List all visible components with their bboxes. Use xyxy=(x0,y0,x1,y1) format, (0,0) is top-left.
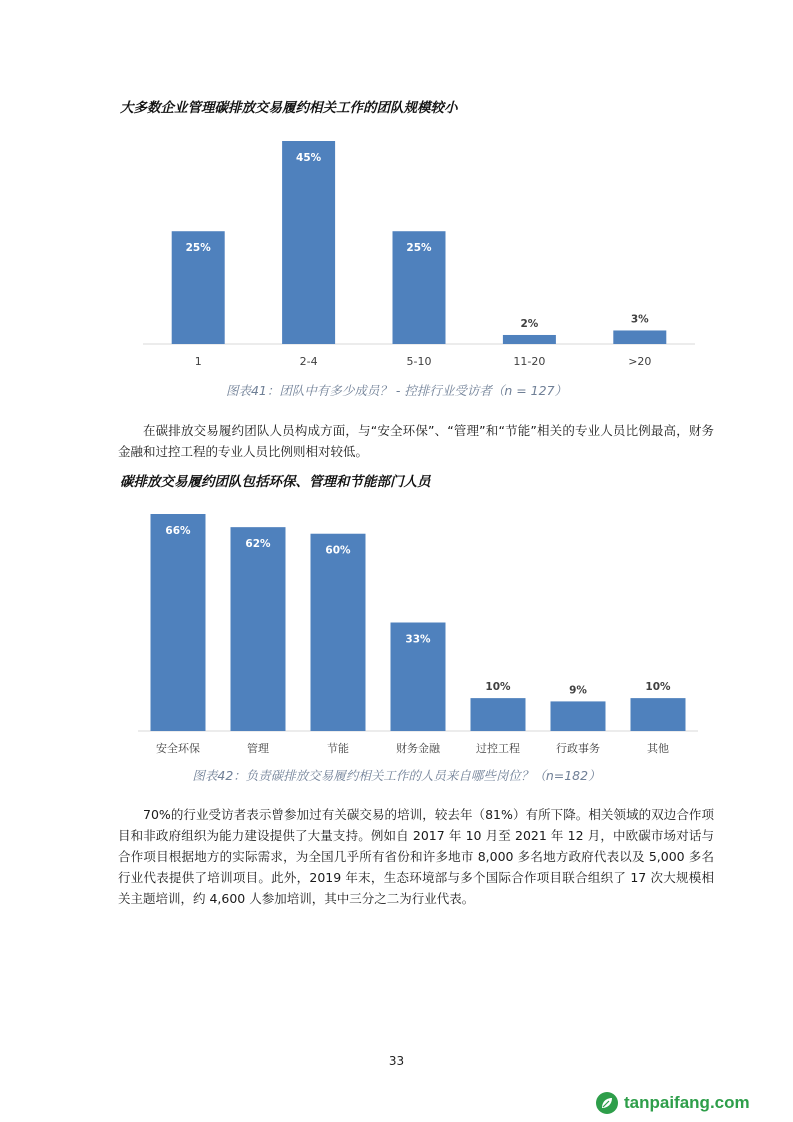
category-label: 管理 xyxy=(247,742,269,755)
leaf-logo-icon xyxy=(596,1092,618,1114)
category-label: 11-20 xyxy=(513,355,546,368)
category-label: 1 xyxy=(194,355,202,368)
category-label: 5-10 xyxy=(406,355,432,368)
paragraph-training: 70%的行业受访者表示曾参加过有关碳交易的培训，较去年（81%）有所下降。相关领域的双边合作项目和非政府组织为能力建设提供了大量支持。例如自 2017 年 10 月至 2021 年 12 月，中欧碳市场对话与合作项目根据地方的实际需求，为全国几乎所有省份和许多地市 8,000 多名地方政府代表以及 5,000 多名行业代表提供了培训项目。此外，2019 年末，生态环境部与多个国际合作项目联合组织了 17 次大规模相关主题培训，约 4,600 人参加培训，其中三分之二为行业代表。 xyxy=(118,807,714,906)
category-label: >20 xyxy=(628,355,652,368)
logo-text: tanpaifang.com xyxy=(624,1093,750,1112)
bar-6 xyxy=(551,701,606,731)
bar-7 xyxy=(631,698,686,731)
category-label: 财务金融 xyxy=(396,742,440,755)
category-label: 行政事务 xyxy=(556,742,600,755)
chart1-heading: 大多数企业管理碳排放交易履约相关工作的团队规模较小 xyxy=(120,100,458,116)
bar-5 xyxy=(471,698,526,731)
category-label: 节能 xyxy=(327,742,349,755)
bar-value-label: 3% xyxy=(630,313,649,326)
paragraph-team-composition: 在碳排放交易履约团队人员构成方面，与“安全环保”、“管理”和“节能”相关的专业人员比例最高，财务金融和过控工程的专业人员比例则相对较低。 xyxy=(118,423,714,459)
bar-value-label: 66% xyxy=(165,525,191,537)
bar-value-label: 62% xyxy=(245,538,271,551)
category-label: 过控工程 xyxy=(476,742,520,755)
bar-3 xyxy=(311,534,366,731)
bar-1 xyxy=(151,514,206,731)
chart2-caption: 图表42：负责碳排放交易履约相关工作的人员来自哪些岗位？（n=182） xyxy=(192,768,601,783)
bar-2 xyxy=(231,527,286,731)
bar-value-label: 60% xyxy=(325,544,351,557)
page-number: 33 xyxy=(388,1054,405,1068)
bar-value-label: 9% xyxy=(569,684,587,697)
chart1-caption: 图表41：团队中有多少成员？ - 控排行业受访者（n = 127） xyxy=(225,383,568,398)
bar-value-label: 25% xyxy=(406,242,432,255)
category-label: 2-4 xyxy=(299,355,318,368)
category-label: 其他 xyxy=(647,742,669,755)
bar-value-label: 10% xyxy=(485,681,511,694)
bar-value-label: 10% xyxy=(645,681,671,694)
category-label: 安全环保 xyxy=(156,742,200,755)
chart2-heading: 碳排放交易履约团队包括环保、管理和节能部门人员 xyxy=(120,474,431,490)
bar-value-label: 2% xyxy=(520,317,539,330)
bar-value-label: 25% xyxy=(185,242,211,255)
bar-value-label: 33% xyxy=(405,633,431,646)
site-logo[interactable] xyxy=(596,1089,750,1117)
bar-value-label: 45% xyxy=(296,152,322,164)
